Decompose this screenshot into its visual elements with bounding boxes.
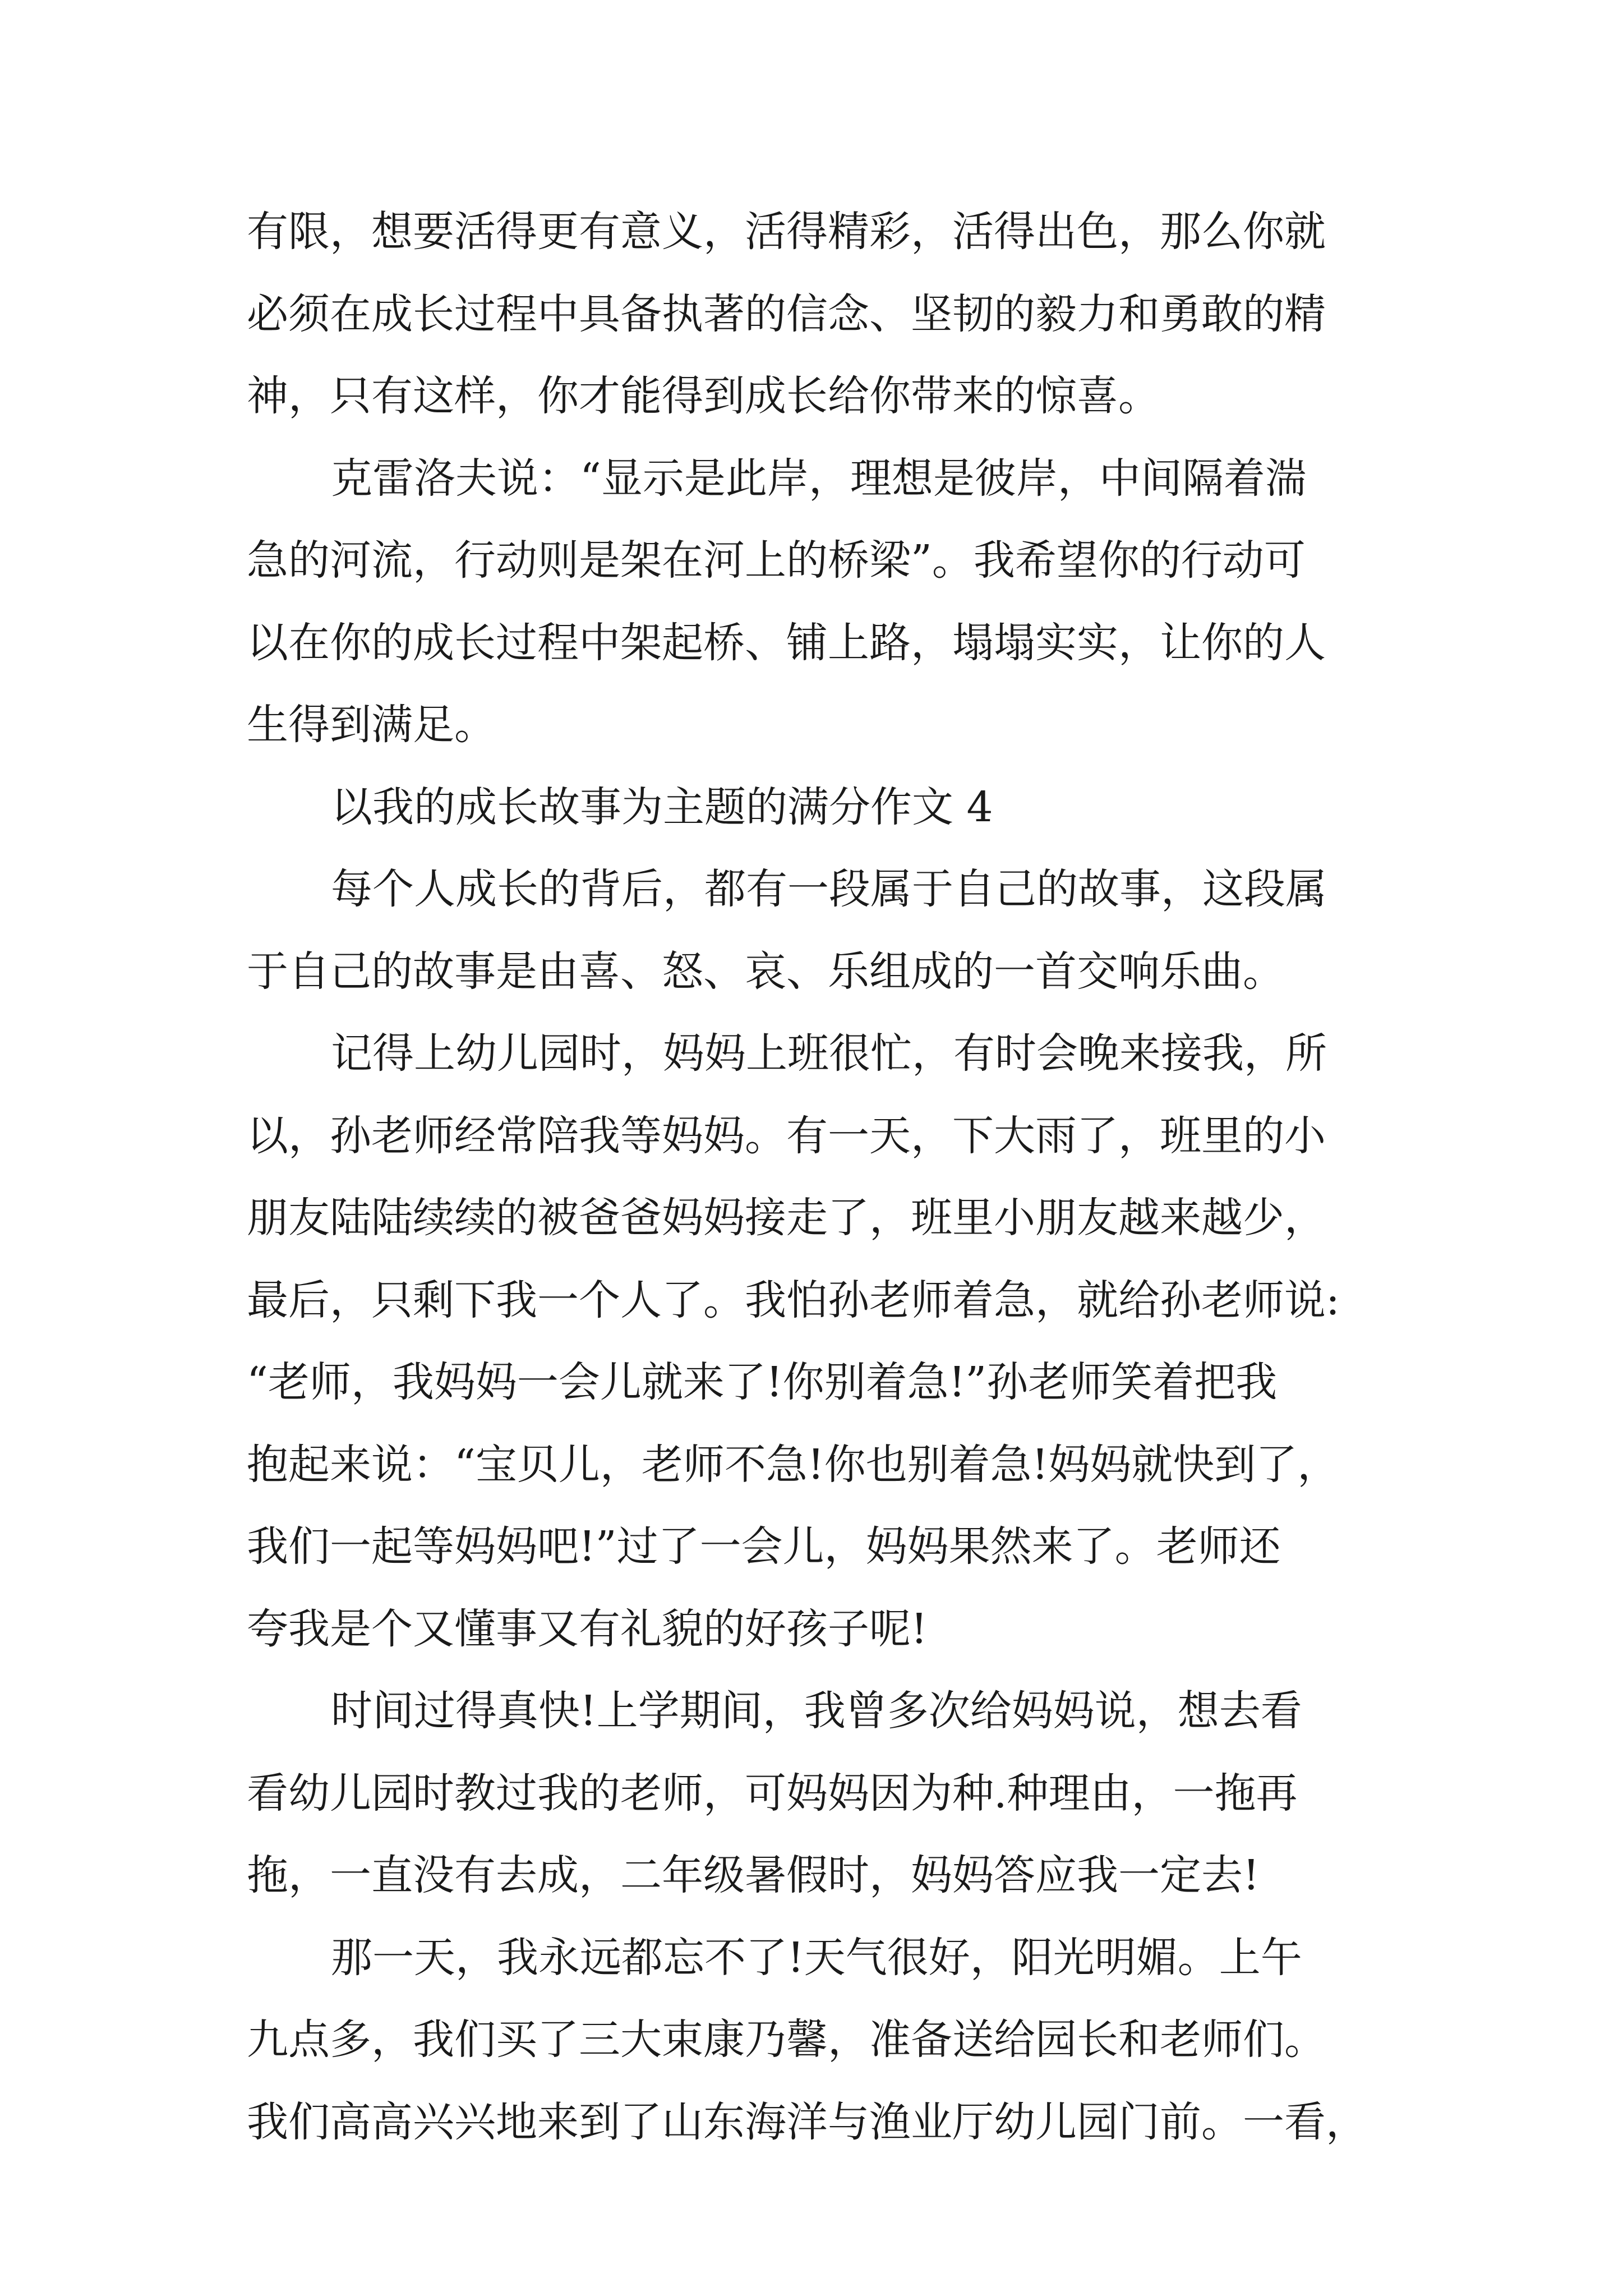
text-line: 有限，想要活得更有意义，活得精彩，活得出色，那么你就 [247,208,1326,256]
text-line: 朋友陆陆续续的被爸爸妈妈接走了，班里小朋友越来越少， [247,1194,1326,1242]
paragraph-start-line: 克雷洛夫说：“显示是此岸，理想是彼岸，中间隔着湍 [331,454,1307,503]
text-line: 九点多，我们买了三大束康乃馨，准备送给园长和老师们。 [247,2016,1326,2064]
text-line: 拖，一直没有去成，二年级暑假时，妈妈答应我一定去! [247,1851,1260,1899]
paragraph-start-line: 那一天，我永远都忘不了!天气很好，阳光明媚。上午 [331,1933,1302,1982]
text-line: 以，孙老师经常陪我等妈妈。有一天，下大雨了，班里的小 [247,1111,1326,1160]
text-line: 神，只有这样，你才能得到成长给你带来的惊喜。 [247,372,1160,420]
essay-heading: 以我的成长故事为主题的满分作文 4 [331,783,993,831]
text-line: 最后，只剩下我一个人了。我怕孙老师着急，就给孙老师说: [247,1276,1340,1324]
text-line: 我们高高兴兴地来到了山东海洋与渔业厅幼儿园门前。一看， [247,2097,1367,2146]
text-line: 我们一起等妈妈吧!”过了一会儿，妈妈果然来了。老师还 [247,1522,1281,1571]
text-line: 抱起来说：“宝贝儿，老师不急!你也别着急!妈妈就快到了， [247,1440,1339,1489]
text-line: 于自己的故事是由喜、怒、哀、乐组成的一首交响乐曲。 [247,947,1284,996]
text-line: 看幼儿园时教过我的老师，可妈妈因为种.种理由，一拖再 [247,1769,1298,1818]
text-line: 必须在成长过程中具备执著的信念、坚韧的毅力和勇敢的精 [247,289,1326,338]
paragraph-start-line: 每个人成长的背后，都有一段属于自己的故事，这段属 [331,865,1327,913]
text-line: 以在你的成长过程中架起桥、铺上路，塌塌实实，让你的人 [247,618,1326,667]
text-line: 生得到满足。 [247,701,496,749]
text-line: 夸我是个又懂事又有礼貌的好孩子呢! [247,1604,928,1653]
essay-body [247,191,1380,2163]
text-line: 急的河流，行动则是架在河上的桥梁”。我希望你的行动可 [247,536,1306,585]
text-line: “老师，我妈妈一会儿就来了!你别着急!”孙老师笑着把我 [247,1358,1278,1406]
paragraph-start-line: 记得上幼儿园时，妈妈上班很忙，有时会晚来接我，所 [331,1029,1327,1078]
paragraph-start-line: 时间过得真快!上学期间，我曾多次给妈妈说，想去看 [331,1687,1302,1735]
